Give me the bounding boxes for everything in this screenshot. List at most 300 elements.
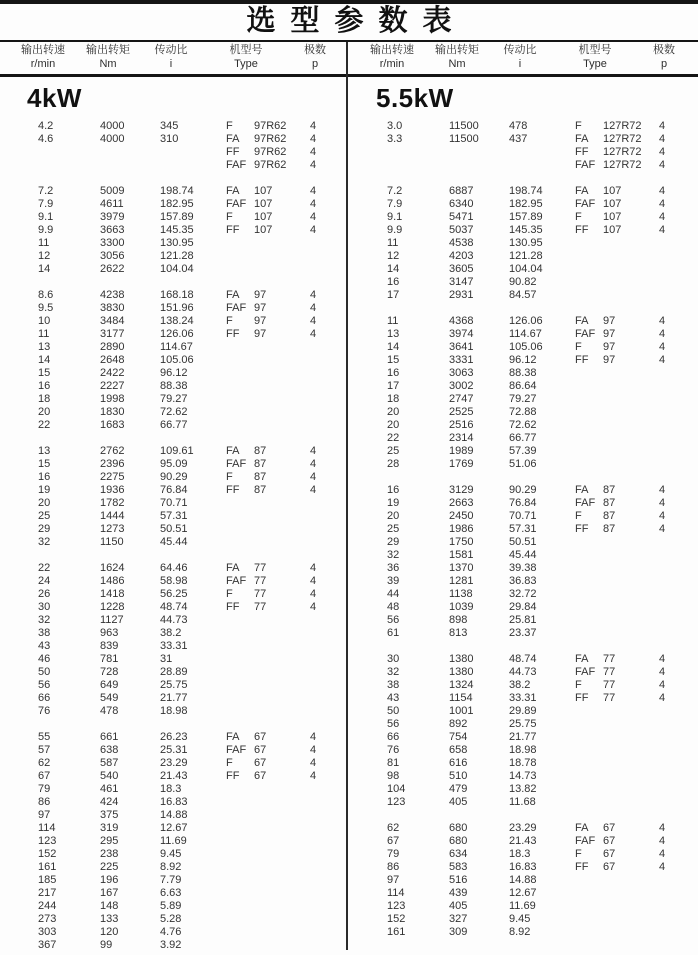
cell-poles: 4 [310, 289, 317, 301]
cell-torque: 1936 [100, 484, 125, 496]
cell-torque: 3605 [449, 263, 474, 275]
section-4kw [0, 76, 349, 955]
cell-torque: 4000 [100, 120, 125, 132]
cell-ratio: 168.18 [160, 289, 194, 301]
cell-ratio [160, 159, 226, 172]
cell-ratio: 45.44 [160, 536, 188, 548]
cell-torque: 1486 [100, 575, 125, 587]
cell-torque: 3331 [449, 354, 474, 366]
cell-poles [306, 627, 330, 640]
cell-type-model: 67 [603, 835, 616, 847]
cell-type-model [254, 822, 306, 835]
cell-torque: 405 [449, 900, 468, 912]
cell-type-model: 77 [254, 562, 267, 574]
cell-poles [306, 848, 330, 861]
cell-type-prefix [226, 354, 254, 367]
cell-ratio: 8.92 [160, 861, 182, 873]
cell-poles [306, 809, 330, 822]
cell-ratio: 157.89 [160, 211, 194, 223]
cell-torque: 1683 [100, 419, 125, 431]
cell-poles [655, 744, 679, 757]
cell-speed: 67 [38, 770, 51, 782]
cell-torque: 634 [449, 848, 468, 860]
cell-type-prefix [226, 627, 254, 640]
cell-type-model [603, 367, 655, 380]
cell-type-prefix: FA [575, 822, 589, 834]
cell-speed: 43 [38, 640, 51, 652]
cell-type-model: 107 [254, 198, 273, 210]
table-row [387, 185, 698, 198]
cell-poles [655, 874, 679, 887]
cell-type-model [603, 874, 655, 887]
cell-type-model [603, 289, 655, 302]
table-row [387, 393, 698, 406]
cell-type-model [254, 666, 306, 679]
cell-type-prefix [226, 614, 254, 627]
table-row [38, 640, 349, 653]
cell-poles [306, 614, 330, 627]
cell-torque: 133 [100, 913, 119, 925]
table-row [38, 185, 349, 198]
cell-torque: 638 [100, 744, 119, 756]
cell-type-prefix [226, 679, 254, 692]
cell-poles: 4 [310, 133, 317, 145]
table-row [387, 822, 698, 835]
cell-torque: 661 [100, 731, 119, 743]
cell-type-model: 87 [254, 484, 267, 496]
cell-type-prefix [226, 913, 254, 926]
cell-speed: 61 [387, 627, 400, 639]
cell-speed: 32 [38, 614, 51, 626]
header-output-torque-unit: Nm [448, 58, 466, 70]
cell-type-model [254, 263, 306, 276]
cell-ratio: 12.67 [509, 887, 537, 899]
cell-poles [306, 887, 330, 900]
cell-type-model: 97 [603, 341, 616, 353]
cell-poles: 4 [310, 159, 317, 171]
table-row [387, 848, 698, 861]
cell-type-prefix: F [575, 848, 582, 860]
cell-poles [306, 536, 330, 549]
cell-ratio: 90.82 [509, 276, 537, 288]
cell-torque: 479 [449, 783, 468, 795]
cell-torque: 309 [449, 926, 468, 938]
section-5-5kw [349, 76, 698, 952]
cell-type-model: 87 [254, 458, 267, 470]
cell-torque: 2275 [100, 471, 125, 483]
cell-speed [38, 146, 100, 159]
cell-speed: 56 [387, 614, 400, 626]
cell-poles [655, 770, 679, 783]
cell-torque: 839 [100, 640, 119, 652]
cell-speed: 29 [38, 523, 51, 535]
cell-torque: 898 [449, 614, 468, 626]
row-group [0, 731, 349, 952]
cell-type-model: 97 [254, 302, 267, 314]
table-row [387, 263, 698, 276]
cell-ratio: 72.88 [509, 406, 537, 418]
cell-torque: 4000 [100, 133, 125, 145]
cell-ratio: 88.38 [509, 367, 537, 379]
cell-poles: 4 [659, 198, 666, 210]
cell-speed: 9.1 [387, 211, 403, 223]
row-group [0, 185, 349, 276]
cell-torque: 587 [100, 757, 119, 769]
cell-speed: 185 [38, 874, 57, 886]
cell-type-prefix: FAF [226, 302, 247, 314]
cell-poles: 4 [659, 666, 666, 678]
cell-ratio: 121.28 [509, 250, 543, 262]
cell-ratio: 21.43 [509, 835, 537, 847]
cell-type-prefix: F [575, 679, 582, 691]
table-row [38, 757, 349, 770]
cell-speed: 303 [38, 926, 57, 938]
cell-speed: 38 [387, 679, 400, 691]
cell-speed: 114 [387, 887, 405, 899]
table-row [38, 536, 349, 549]
table-row [38, 250, 349, 263]
cell-type-model [603, 887, 655, 900]
table-row [38, 471, 349, 484]
cell-ratio: 4.76 [160, 926, 182, 938]
table-row [387, 796, 698, 809]
header-output-torque-unit: Nm [99, 58, 117, 70]
table-row [38, 393, 349, 406]
cell-torque: 2762 [100, 445, 125, 457]
cell-torque: 4238 [100, 289, 125, 301]
cell-type-prefix [575, 250, 603, 263]
row-group [0, 289, 349, 432]
cell-poles: 4 [659, 497, 666, 509]
cell-type-prefix: FF [226, 328, 240, 340]
cell-type-prefix [575, 367, 603, 380]
cell-type-model [254, 705, 306, 718]
cell-type-prefix [575, 744, 603, 757]
table-row [387, 510, 698, 523]
cell-speed: 28 [387, 458, 400, 470]
table-row [387, 328, 698, 341]
cell-speed: 76 [387, 744, 400, 756]
cell-torque: 3830 [100, 302, 125, 314]
cell-ratio: 95.09 [160, 458, 188, 470]
cell-speed: 38 [38, 627, 51, 639]
table-row [387, 523, 698, 536]
cell-torque: 3300 [100, 237, 125, 249]
table-row [38, 874, 349, 887]
cell-poles: 4 [310, 211, 317, 223]
cell-speed: 30 [38, 601, 51, 613]
cell-torque: 6340 [449, 198, 474, 210]
cell-type-prefix [226, 874, 254, 887]
table-row [38, 263, 349, 276]
cell-type-prefix: FAF [226, 458, 247, 470]
cell-ratio: 105.06 [509, 341, 543, 353]
table-row [38, 419, 349, 432]
cell-type-prefix [226, 692, 254, 705]
cell-speed: 20 [387, 510, 400, 522]
cell-speed: 11 [38, 328, 50, 340]
cell-torque: 1380 [449, 653, 474, 665]
cell-torque: 658 [449, 744, 468, 756]
cell-type-prefix: FAF [226, 575, 247, 587]
cell-type-prefix: FA [575, 484, 589, 496]
cell-poles [655, 575, 679, 588]
header-output-speed-label: 输出转速 [21, 44, 65, 56]
cell-ratio: 18.3 [509, 848, 531, 860]
table-row [387, 679, 698, 692]
cell-type-model [254, 497, 306, 510]
cell-ratio: 130.95 [509, 237, 543, 249]
cell-type-model [603, 458, 655, 471]
cell-type-model [254, 354, 306, 367]
cell-speed: 79 [387, 848, 400, 860]
table-row [38, 458, 349, 471]
cell-type-model: 127R72 [603, 146, 642, 158]
cell-poles [655, 705, 679, 718]
cell-poles [306, 861, 330, 874]
cell-speed: 29 [387, 536, 400, 548]
table-row [387, 432, 698, 445]
cell-ratio: 57.31 [509, 523, 537, 535]
cell-poles: 4 [310, 458, 317, 470]
cell-speed: 114 [38, 822, 56, 834]
cell-type-prefix: FF [575, 354, 589, 366]
cell-torque: 3002 [449, 380, 474, 392]
cell-ratio: 31 [160, 653, 173, 665]
cell-type-model: 67 [254, 744, 267, 756]
table-row [387, 380, 698, 393]
cell-type-model: 97 [254, 289, 267, 301]
cell-type-model [603, 445, 655, 458]
cell-type-model [603, 744, 655, 757]
table-row [38, 380, 349, 393]
cell-torque: 6887 [449, 185, 474, 197]
cell-torque: 327 [449, 913, 468, 925]
cell-type-prefix: FAF [575, 835, 596, 847]
cell-speed: 20 [38, 406, 51, 418]
cell-speed: 25 [38, 510, 51, 522]
cell-speed: 97 [38, 809, 51, 821]
cell-speed: 8.6 [38, 289, 54, 301]
cell-ratio: 437 [509, 133, 528, 145]
cell-speed: 25 [387, 523, 400, 535]
cell-ratio: 48.74 [160, 601, 188, 613]
cell-ratio: 14.88 [160, 809, 188, 821]
cell-type-model [603, 588, 655, 601]
cell-type-prefix: FAF [226, 198, 247, 210]
table-row [387, 562, 698, 575]
cell-type-prefix [575, 445, 603, 458]
row-group [349, 822, 698, 939]
cell-poles: 4 [659, 341, 666, 353]
cell-poles: 4 [310, 328, 317, 340]
cell-ratio: 18.3 [160, 783, 182, 795]
cell-torque [449, 159, 509, 172]
cell-speed: 50 [38, 666, 51, 678]
cell-speed: 20 [387, 406, 400, 418]
header-output-speed-unit: r/min [30, 58, 56, 70]
cell-poles: 4 [659, 211, 666, 223]
cell-poles [306, 666, 330, 679]
cell-poles: 4 [310, 120, 317, 132]
cell-poles [655, 237, 679, 250]
cell-torque: 3177 [100, 328, 125, 340]
table-row [387, 666, 698, 679]
cell-speed: 22 [38, 419, 51, 431]
table-row [387, 575, 698, 588]
cell-speed: 16 [38, 471, 51, 483]
cell-poles: 4 [659, 848, 666, 860]
cell-ratio: 28.89 [160, 666, 188, 678]
cell-type-model: 87 [603, 484, 616, 496]
table-row [38, 575, 349, 588]
cell-type-model [603, 757, 655, 770]
cell-ratio: 18.98 [160, 705, 188, 717]
cell-torque: 4203 [449, 250, 474, 262]
cell-ratio: 104.04 [160, 263, 194, 275]
table-row [387, 536, 698, 549]
cell-type-model: 77 [603, 692, 616, 704]
cell-ratio: 86.64 [509, 380, 537, 392]
cell-ratio: 25.81 [509, 614, 537, 626]
cell-ratio: 66.77 [160, 419, 188, 431]
cell-type-prefix [226, 809, 254, 822]
table-row [387, 315, 698, 328]
cell-torque: 375 [100, 809, 119, 821]
cell-type-model [254, 874, 306, 887]
cell-type-prefix [575, 458, 603, 471]
cell-torque: 2648 [100, 354, 125, 366]
cell-type-model: 87 [254, 471, 267, 483]
cell-type-prefix [575, 276, 603, 289]
cell-poles [655, 718, 679, 731]
cell-ratio: 44.73 [160, 614, 188, 626]
cell-type-model: 67 [603, 861, 616, 873]
cell-type-model [254, 939, 306, 952]
cell-type-model: 67 [603, 822, 616, 834]
cell-type-prefix [575, 432, 603, 445]
cell-ratio: 16.83 [160, 796, 188, 808]
cell-speed: 152 [38, 848, 57, 860]
cell-torque: 439 [449, 887, 468, 899]
table-row [387, 419, 698, 432]
table-row [387, 718, 698, 731]
cell-speed: 81 [387, 757, 400, 769]
cell-speed: 26 [38, 588, 51, 600]
table-row [38, 198, 349, 211]
row-group [0, 445, 349, 549]
cell-torque: 2422 [100, 367, 125, 379]
table-row [38, 744, 349, 757]
cell-poles [306, 640, 330, 653]
cell-type-prefix [575, 536, 603, 549]
cell-ratio: 151.96 [160, 302, 194, 314]
table-row [387, 744, 698, 757]
cell-type-prefix [575, 419, 603, 432]
cell-speed: 15 [387, 354, 400, 366]
cell-speed: 11 [38, 237, 50, 249]
row-group [349, 120, 698, 172]
row-groups [349, 120, 698, 939]
cell-ratio: 44.73 [509, 666, 537, 678]
cell-type-model [603, 575, 655, 588]
cell-type-model [603, 419, 655, 432]
cell-poles: 4 [659, 653, 666, 665]
cell-type-model [603, 627, 655, 640]
cell-ratio: 26.23 [160, 731, 188, 743]
cell-poles: 4 [310, 315, 317, 327]
cell-type-model: 67 [254, 757, 267, 769]
cell-ratio: 198.74 [509, 185, 543, 197]
cell-torque: 3641 [449, 341, 474, 353]
cell-type-prefix [575, 263, 603, 276]
cell-speed: 18 [387, 393, 400, 405]
cell-poles [655, 276, 679, 289]
cell-speed: 11 [387, 315, 399, 327]
cell-type-model [254, 237, 306, 250]
cell-type-prefix: FAF [575, 666, 596, 678]
table-row [387, 861, 698, 874]
table-row [38, 120, 349, 133]
cell-type-prefix: FAF [575, 497, 596, 509]
cell-torque: 1444 [100, 510, 125, 522]
cell-ratio: 9.45 [160, 848, 182, 860]
cell-type-model [603, 536, 655, 549]
cell-torque: 4611 [100, 198, 124, 210]
header-model-type-label: 机型号 [578, 44, 612, 56]
cell-type-model [603, 731, 655, 744]
cell-poles [655, 614, 679, 627]
cell-type-prefix [226, 640, 254, 653]
cell-type-model [254, 614, 306, 627]
table-row [38, 146, 349, 159]
cell-poles [655, 419, 679, 432]
cell-poles [655, 731, 679, 744]
cell-ratio: 50.51 [160, 523, 188, 535]
cell-speed: 97 [387, 874, 400, 886]
cell-ratio: 138.24 [160, 315, 194, 327]
cell-ratio: 33.31 [509, 692, 537, 704]
cell-speed: 9.9 [387, 224, 403, 236]
cell-torque: 540 [100, 770, 119, 782]
table-row [38, 939, 349, 952]
header-output-speed-label: 输出转速 [370, 44, 414, 56]
cell-torque: 813 [449, 627, 468, 639]
cell-ratio: 114.67 [160, 341, 193, 353]
header-poles-unit: p [660, 58, 668, 70]
cell-speed: 217 [38, 887, 57, 899]
cell-type-prefix [226, 796, 254, 809]
cell-ratio: 66.77 [509, 432, 537, 444]
cell-torque: 1273 [100, 523, 125, 535]
cell-type-model [254, 510, 306, 523]
cell-speed: 22 [38, 562, 51, 574]
cell-type-model: 97R62 [254, 120, 287, 132]
cell-ratio: 72.62 [509, 419, 537, 431]
cell-torque [449, 146, 509, 159]
table-row [387, 445, 698, 458]
cell-type-prefix [226, 848, 254, 861]
cell-type-prefix [226, 341, 254, 354]
cell-type-prefix [575, 406, 603, 419]
cell-torque: 1370 [449, 562, 474, 574]
cell-type-prefix: FAF [575, 328, 596, 340]
header-ratio-label: 传动比 [154, 44, 188, 56]
cell-type-prefix [226, 510, 254, 523]
table-row [387, 211, 698, 224]
cell-poles [655, 926, 679, 939]
cell-speed: 10 [38, 315, 51, 327]
